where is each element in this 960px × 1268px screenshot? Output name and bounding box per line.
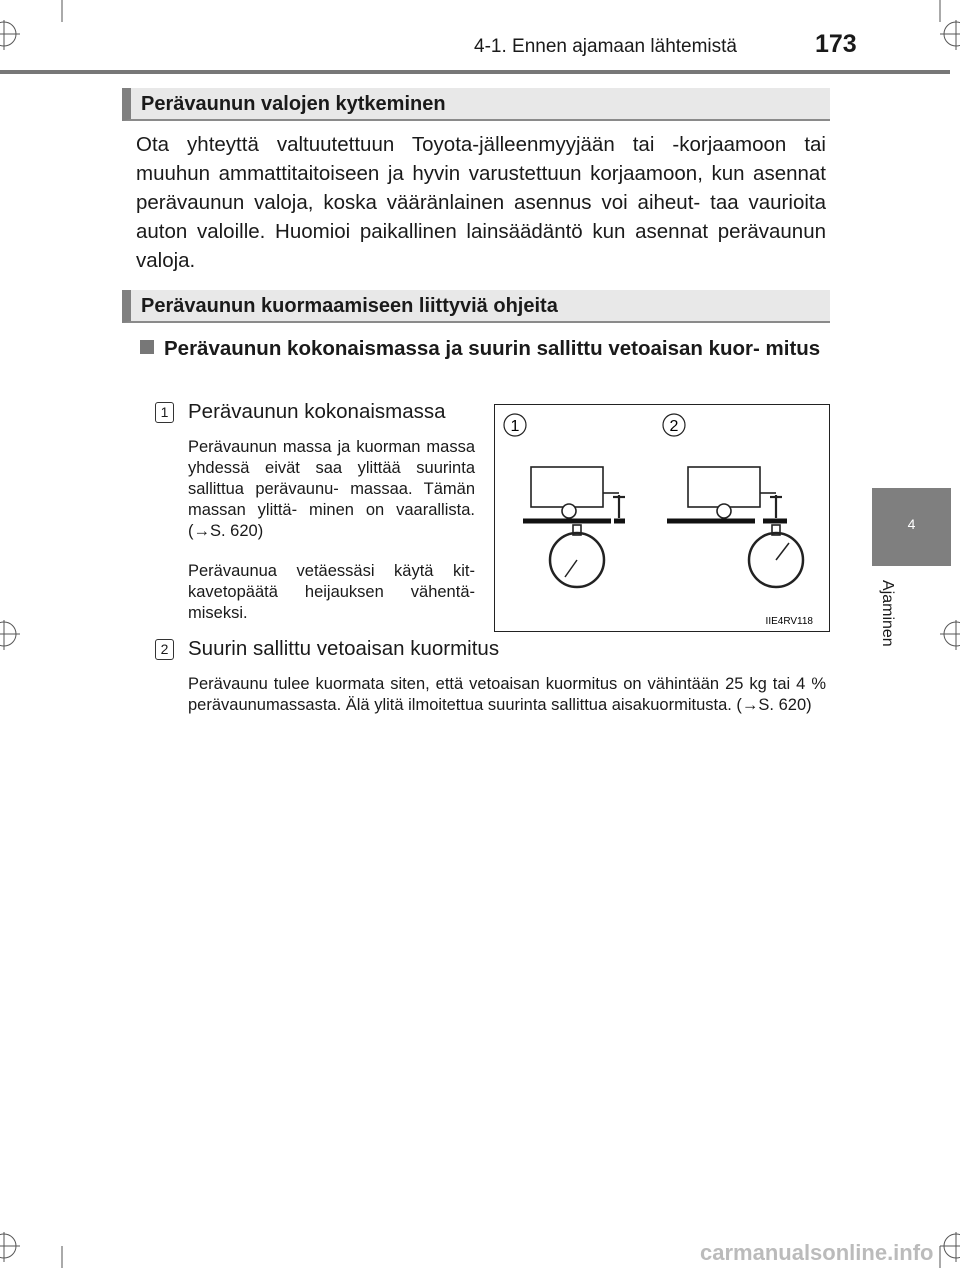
section-heading-loading (122, 290, 830, 323)
square-bullet-icon (140, 340, 154, 354)
header-rule (0, 70, 950, 74)
subheading-text: Perävaunun kokonaismassa ja suurin sallittu vetoaisan kuor- mitus (164, 337, 821, 360)
running-header-title: 4-1. Ennen ajamaan lähtemistä (474, 36, 737, 57)
item-number-badge: 1 (155, 402, 174, 423)
watermark: carmanualsonline.info (700, 1240, 934, 1265)
figure-callout-label: 2 (669, 418, 679, 435)
item-title: Perävaunun kokonaismassa (188, 400, 446, 423)
chapter-number: 4 (907, 516, 916, 532)
trailer-weight-figure (494, 404, 830, 632)
item-number-badge: 2 (155, 639, 174, 660)
page-number: 173 (815, 30, 857, 58)
trailer-on-scale-right (667, 467, 803, 587)
subheading-total-mass (140, 334, 826, 363)
section-lights-body: Ota yhteyttä valtuutettuun Toyota-jälleenmyyjään tai -korjaamoon tai muuhun ammattitaitoiseen ja hyvin varustettuun korjaamoon, kun asennat perävaunun valoja, koska vääränlainen asennus voi aiheut- taa vaurioita auton valoille. Huomioi paikallinen lainsäädäntö kun asennat perävaunun valoja. (136, 133, 826, 272)
section-heading-lights (122, 88, 830, 121)
item-paragraph: Perävaunu tulee kuormata siten, että vetoaisan kuormitus on vähintään 25 kg tai 4 % perävaunumassasta. Älä ylitä ilmoitettua suurinta sallittua aisakuormitusta. (→S. 620) (188, 675, 826, 714)
figure-callout-label: 1 (510, 418, 520, 435)
section-heading-lights-text: Perävaunun valojen kytkeminen (141, 93, 446, 115)
item-paragraph: Perävaunua vetäessäsi käytä kit- kavetopäätä heijauksen vähentä- miseksi. (188, 562, 475, 622)
section-heading-loading-text: Perävaunun kuormaamiseen liittyviä ohjeita (141, 295, 558, 317)
item-title: Suurin sallittu vetoaisan kuormitus (188, 637, 500, 660)
item-paragraph: Perävaunun massa ja kuorman massa yhdessä eivät saa ylittää suurinta sallittua perävaunu- massaa. Tämän massan ylittä- minen on vaarallista. (→S. 620) (188, 438, 475, 540)
trailer-illustration (495, 405, 828, 630)
chapter-tab (872, 488, 951, 566)
chapter-label-text: Ajaminen (879, 580, 896, 647)
figure-code: IIE4RV118 (765, 616, 813, 627)
trailer-on-scale-left (523, 467, 625, 587)
chapter-label (872, 580, 902, 660)
